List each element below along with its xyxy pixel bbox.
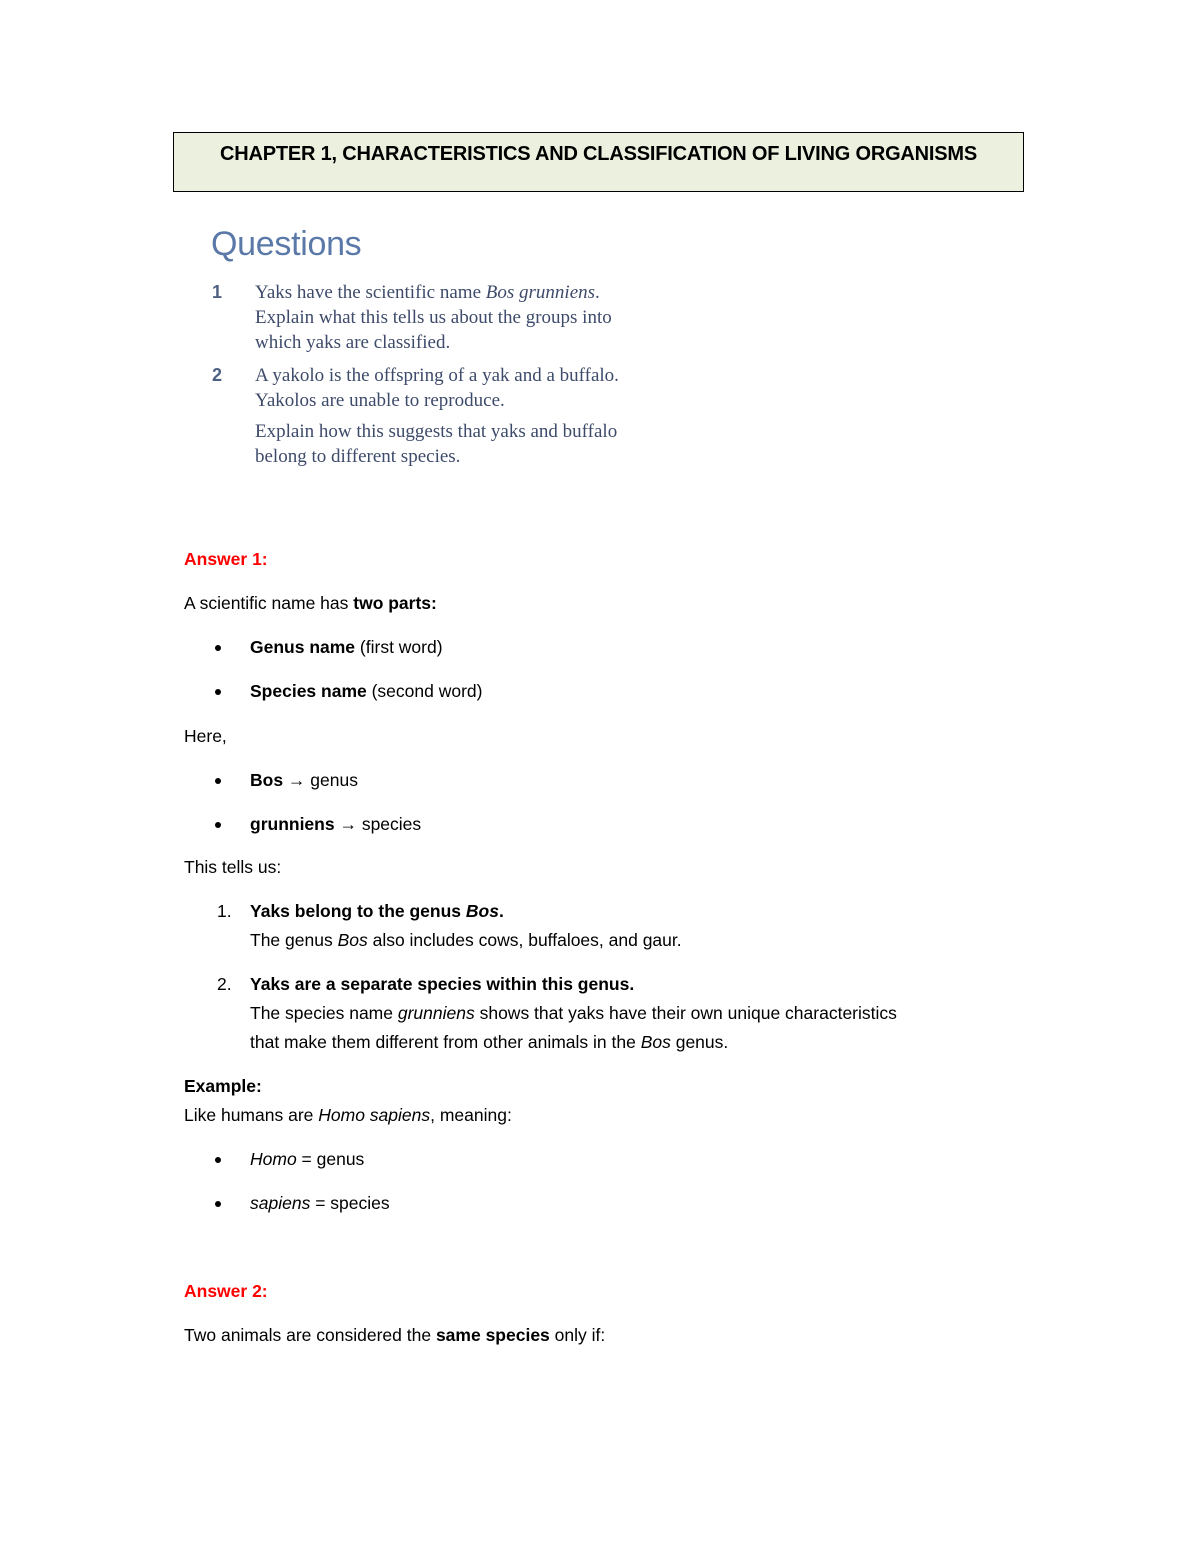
point-1-bold-italic: Bos: [465, 901, 499, 921]
point-2-line-3-italic: Bos: [640, 1032, 671, 1052]
example-item-italic: sapiens: [250, 1193, 311, 1213]
chapter-title-box: [173, 132, 1024, 192]
question-1-line-1: Yaks have the scientific name: [255, 282, 486, 303]
question-2-line-1: A yakolo is the offspring of a yak and a buffalo.: [255, 365, 619, 386]
point-2-bold: Yaks are a separate species within this genus.: [250, 974, 635, 994]
question-2-text: [255, 363, 715, 469]
answer-2-pre: Two animals are considered the: [184, 1325, 436, 1345]
mapping-rest: → species: [334, 814, 422, 834]
mapping-bold: Bos: [250, 770, 284, 790]
example-label: [184, 1072, 262, 1100]
answer-2-bold: same species: [435, 1325, 550, 1345]
question-1-scientific-name: Bos grunniens: [485, 282, 596, 303]
point-2-line-2-end: shows that yaks have their own unique characteristics: [474, 1003, 897, 1023]
point-2-line-3-end: genus.: [670, 1032, 729, 1052]
point-1-italic: Bos: [337, 930, 368, 950]
answer-1-intro: [184, 589, 437, 617]
part-rest: (first word): [355, 637, 443, 657]
here-label: Here,: [184, 726, 227, 746]
bullet-icon: [215, 778, 221, 784]
intro-bold: two parts:: [353, 593, 437, 613]
example-bold: Example:: [184, 1076, 262, 1096]
point-2-italic: grunniens: [397, 1003, 475, 1023]
mapping-bold: grunniens: [250, 814, 335, 834]
question-2-line-2: Yakolos are unable to reproduce.: [255, 390, 505, 411]
tells-label: This tells us:: [184, 857, 282, 877]
question-1-period: .: [595, 282, 600, 303]
number-label: 1.: [217, 901, 232, 921]
answer-2-line: [184, 1321, 605, 1349]
bullet-icon: [215, 689, 221, 695]
example-item-italic: Homo: [250, 1149, 297, 1169]
bullet-icon: [215, 1157, 221, 1163]
number-label: 2.: [217, 974, 232, 994]
question-1-text: [255, 280, 715, 355]
point-1-bold: Yaks belong to the genus: [250, 901, 466, 921]
part-bold: Genus name: [250, 637, 356, 657]
question-1-number: 1: [212, 282, 223, 302]
point-2-line-3: that make them different from other animals in the: [250, 1032, 641, 1052]
example-line: [184, 1101, 512, 1129]
question-1-line-2: Explain what this tells us about the groups into: [255, 307, 612, 328]
questions-heading: Questions: [211, 225, 362, 263]
point-1-line-2: The genus: [250, 930, 338, 950]
answer-2-heading: Answer 2:: [184, 1281, 268, 1301]
bullet-icon: [215, 1201, 221, 1207]
example-italic: Homo sapiens: [318, 1105, 431, 1125]
bullet-icon: [215, 822, 221, 828]
mapping-rest: → genus: [283, 770, 358, 790]
question-2-number: 2: [212, 365, 223, 385]
bullet-icon: [215, 645, 221, 651]
question-2-line-3: Explain how this suggests that yaks and buffalo: [255, 421, 618, 442]
question-2-line-4: belong to different species.: [255, 446, 461, 467]
point-2-line-2: The species name: [250, 1003, 398, 1023]
example-post: , meaning:: [430, 1105, 512, 1125]
part-rest: (second word): [366, 681, 483, 701]
example-item-rest: = species: [310, 1193, 390, 1213]
example-item-rest: = genus: [296, 1149, 365, 1169]
question-1-line-3: which yaks are classified.: [255, 332, 451, 353]
point-1-bold-end: .: [498, 901, 504, 921]
point-1-line-2-end: also includes cows, buffaloes, and gaur.: [367, 930, 682, 950]
part-bold: Species name: [250, 681, 367, 701]
intro-text: A scientific name has: [184, 593, 354, 613]
answer-1-heading: Answer 1:: [184, 549, 268, 569]
answer-2-post: only if:: [549, 1325, 606, 1345]
chapter-title: CHAPTER 1, CHARACTERISTICS AND CLASSIFICATION OF LIVING ORGANISMS: [219, 143, 978, 165]
example-pre: Like humans are: [184, 1105, 319, 1125]
